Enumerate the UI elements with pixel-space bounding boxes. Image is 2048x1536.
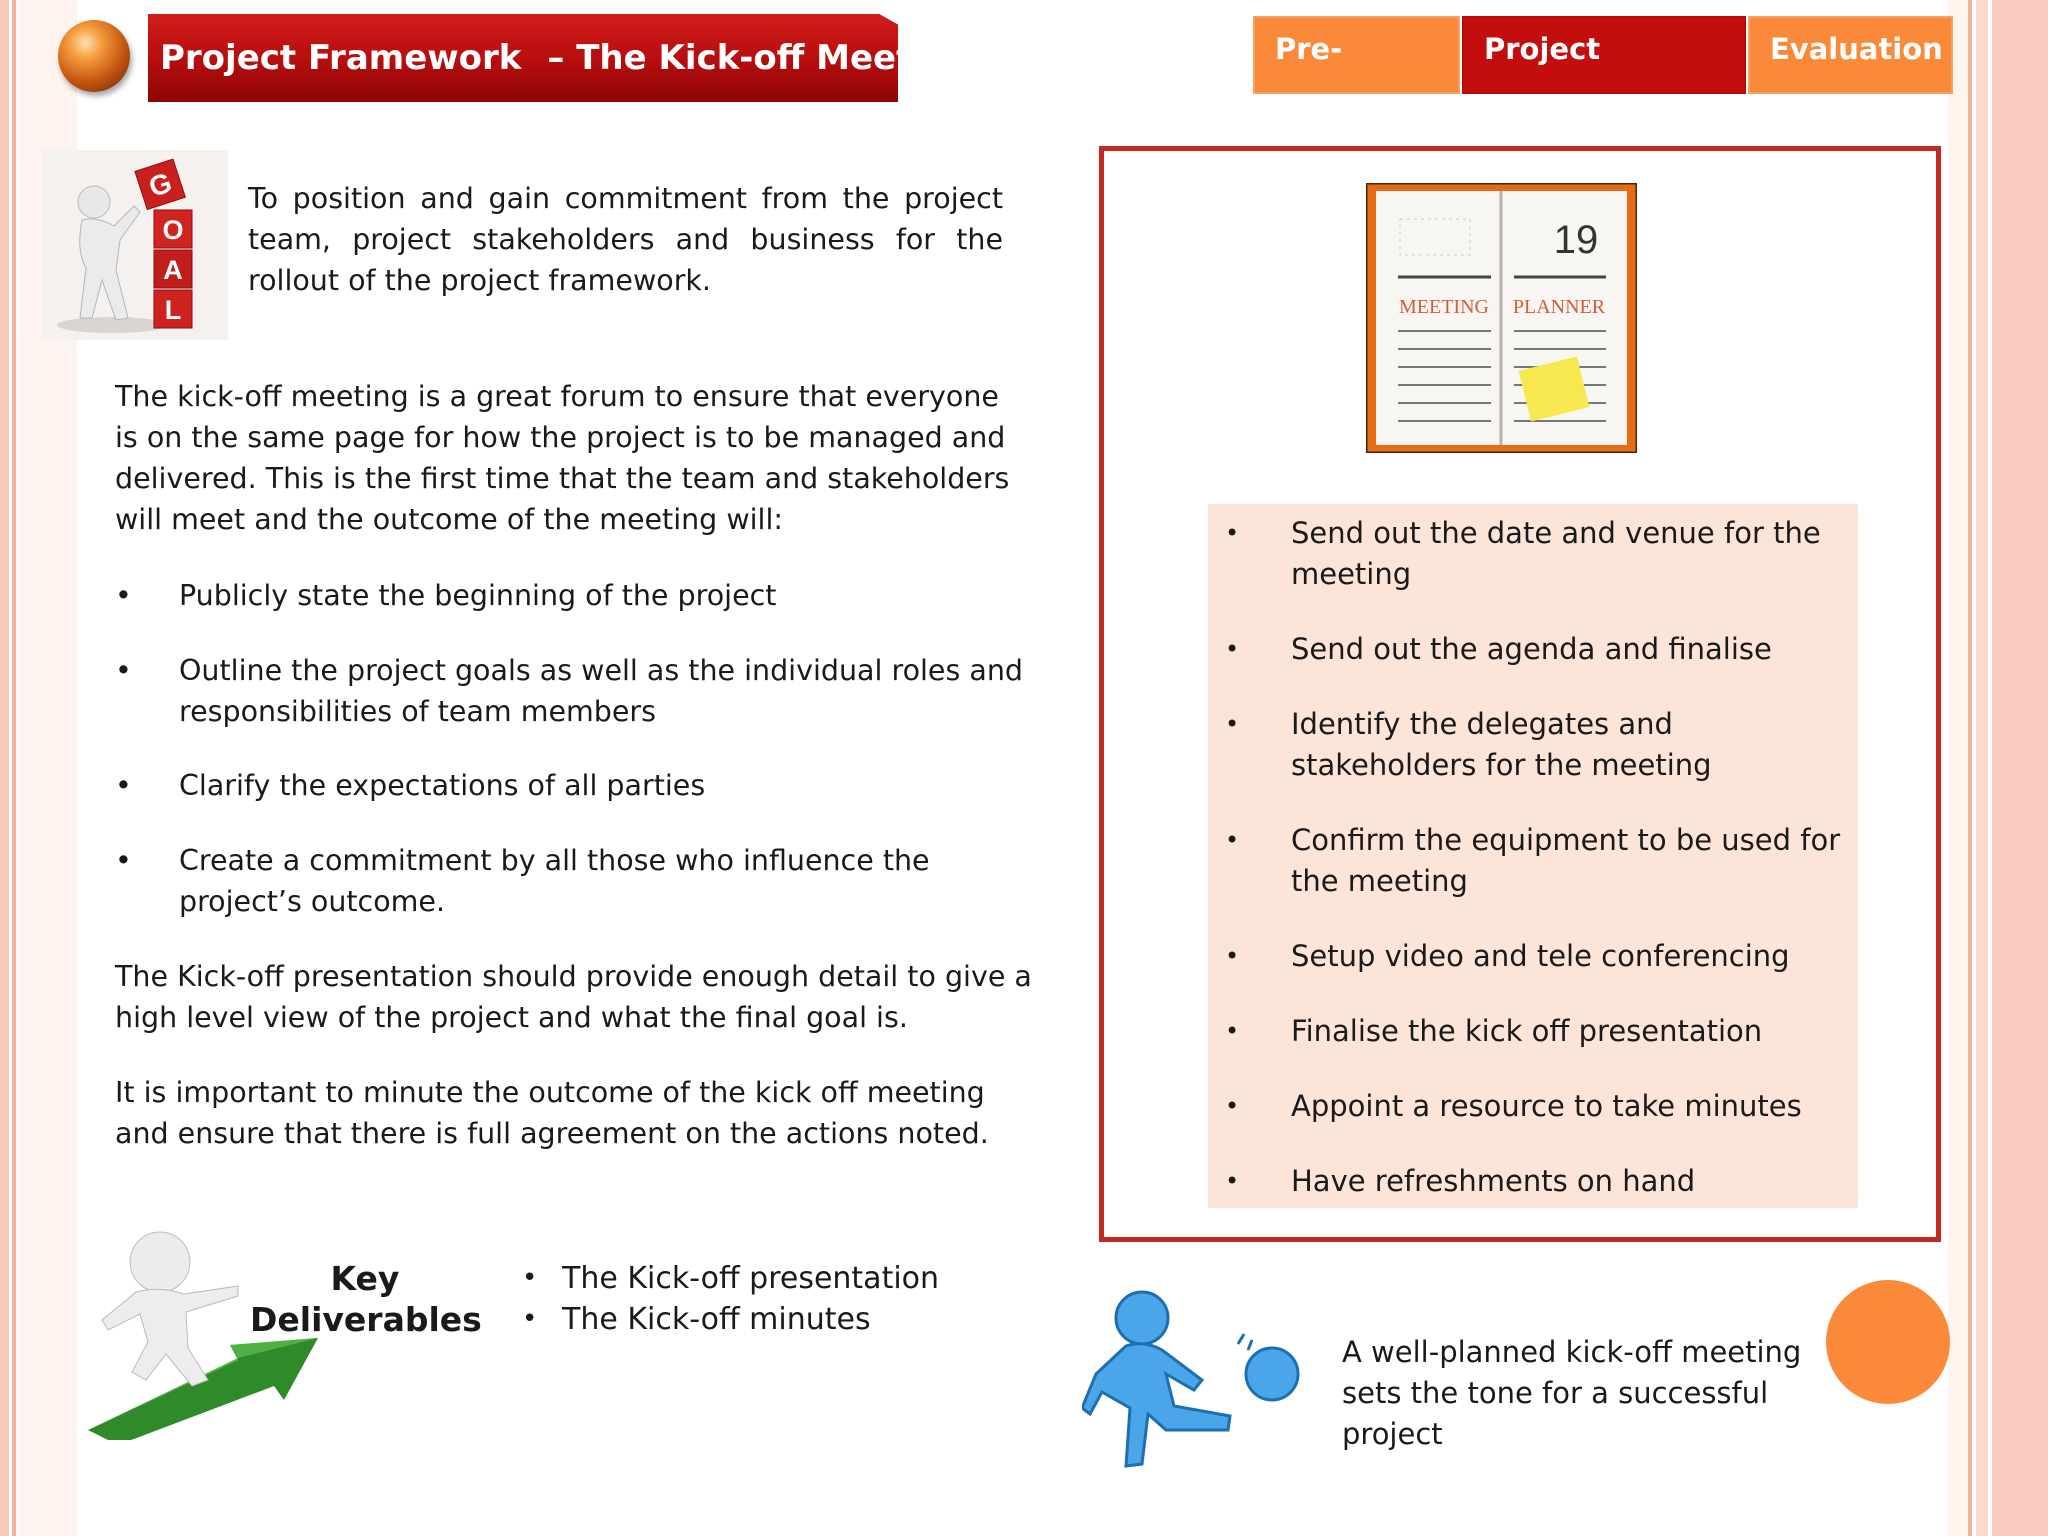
list-item: • Send out the agenda and finalise: [1225, 629, 1855, 670]
goal-blocks-figure-icon: [42, 150, 228, 340]
key-deliverables-title: Key Deliverables: [250, 1259, 482, 1339]
goal-letter-l: L: [164, 295, 182, 325]
list-item: • Outline the project goals as well as the individual roles and responsibilities of team members: [115, 650, 1065, 732]
title-sub: – The Kick-off Meeting: [547, 38, 973, 78]
body-paragraph-1: The kick-off meeting is a great forum to ensure that everyone is on the same page for how the project is to be managed and delivered. This is the first time that the team and stakeholders will meet and the outcome of the meeting will:: [115, 380, 1010, 536]
right-stripe-outer: [1992, 0, 2048, 1536]
goal-letter-a: A: [163, 255, 183, 285]
list-item: • Publicly state the beginning of the project: [115, 575, 776, 616]
outcome-bullet-list-3: [115, 765, 705, 806]
closing-tagline: A well-planned kick-off meeting sets the tone for a successful project: [1342, 1335, 1802, 1451]
meeting-planner-book-icon: [1366, 183, 1637, 453]
phase-tabs: [1253, 16, 1953, 128]
right-stripe-line: [1968, 0, 1972, 1536]
goal-letter-o: O: [162, 215, 184, 245]
list-item: • The Kick-off presentation: [522, 1258, 939, 1299]
tab-evaluation[interactable]: Evaluation: [1748, 16, 1953, 94]
tab-project-delivery[interactable]: Project Delivery: [1462, 16, 1746, 94]
planner-day-number: 19: [1553, 218, 1599, 262]
left-stripe-outer: [0, 0, 9, 1536]
intro-paragraph: To position and gain commitment from the project team, project stakeholders and business for the rollout of the project framework.: [248, 182, 1003, 297]
planner-left-caption: MEETING: [1399, 296, 1489, 318]
right-stripe-inner: [1948, 0, 1968, 1536]
outcome-bullet-list-2: [115, 650, 1065, 732]
list-item: • Setup video and tele conferencing: [1225, 936, 1855, 977]
right-stripe-mid: [1976, 0, 1988, 1536]
body-paragraph-2: The Kick-off presentation should provide enough detail to give a high level view of the project and what the final goal is.: [115, 960, 1032, 1034]
list-item: • The Kick-off minutes: [522, 1299, 939, 1340]
kicking-figure-icon: [1082, 1288, 1302, 1478]
planner-right-caption: PLANNER: [1512, 296, 1606, 318]
outcome-bullet-list-4: [115, 840, 1015, 922]
title-main: Project Framework: [160, 38, 522, 78]
list-item: • Have refreshments on hand: [1225, 1161, 1855, 1202]
orange-circle-decoration: [1826, 1280, 1950, 1404]
goal-letter-g: G: [145, 166, 176, 203]
orange-orb-icon: [58, 20, 130, 92]
list-item: • Confirm the equipment to be used for the meeting: [1225, 820, 1855, 902]
list-item: • Identify the delegates and stakeholders for the meeting: [1225, 704, 1855, 786]
preparation-checklist: [1225, 513, 1855, 1236]
tab-pre-project[interactable]: Pre-Project: [1253, 16, 1460, 94]
key-deliverables-list: [522, 1258, 939, 1340]
outcome-bullet-list-1: [115, 575, 776, 616]
page-title: [160, 30, 973, 86]
left-stripe-mid: [12, 0, 16, 1536]
list-item: • Create a commitment by all those who influence the project’s outcome.: [115, 840, 1015, 922]
body-paragraph-3: It is important to minute the outcome of the kick off meeting and ensure that there is full agreement on the actions noted.: [115, 1076, 989, 1150]
list-item: • Clarify the expectations of all parties: [115, 765, 705, 806]
list-item: • Appoint a resource to take minutes: [1225, 1086, 1855, 1127]
list-item: • Send out the date and venue for the meeting: [1225, 513, 1855, 595]
list-item: • Finalise the kick off presentation: [1225, 1011, 1855, 1052]
